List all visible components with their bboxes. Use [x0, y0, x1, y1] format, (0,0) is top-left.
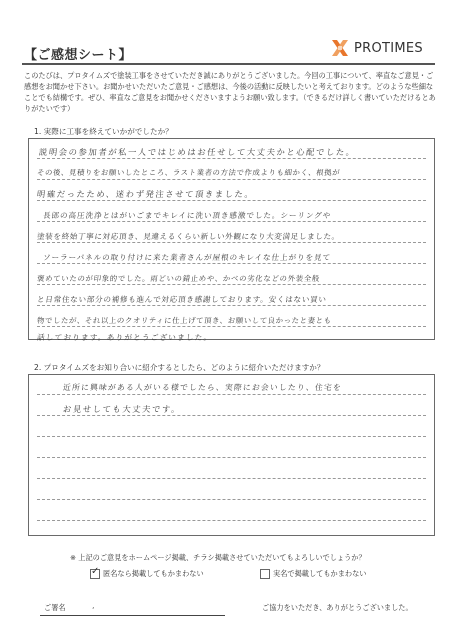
- handwritten-line: と日常住ない部分の補修も進んで対応頂き感謝しております。安くはない買い: [36, 295, 328, 304]
- intro-text: このたびは、プロタイムズで塗装工事をさせていただき誠にありがとうございました。今回の工事について、率直なご意見・ご感想をお聞かせ下さい。お聞かせいただいたご意見・ご感想は、今後の活動に反映したいと考えております。どのような些細なことでも結構です。ぜひ、率直なご意見をお聞かせくださいますようお願い致します。（できるだけ詳しく書いていただけるとありがたいです）: [24, 71, 436, 113]
- option-real-name[interactable]: [260, 569, 366, 579]
- ruled-line: [37, 499, 426, 500]
- ruled-line: [37, 415, 426, 416]
- handwritten-line: 話しております。ありがとうございました。: [36, 333, 213, 342]
- handwritten-line: 近所に興味がある人がいる様でしたら、実際にお会いしたり、住宅を: [62, 383, 343, 392]
- handwritten-line: 褒めていたのが印象的でした。雨どいの錆止めや、かべの劣化などの外装全般: [36, 274, 321, 283]
- brand-name: PROTIMES: [354, 40, 423, 56]
- handwritten-line: 明確だったため、迷わず発注させて頂きました。: [36, 189, 255, 199]
- ruled-line: [37, 305, 426, 306]
- ruled-line: [37, 520, 426, 521]
- handwritten-line: 説明会の参加者が私一人ではじめはお任せして大丈夫かと心配でした。: [38, 147, 357, 157]
- option-anonymous[interactable]: [90, 566, 204, 579]
- brand-logo: [330, 38, 423, 58]
- question-2-label: 2. プロタイムズをお知り合いに紹介するとしたら、どのように紹介いただけますか？: [34, 363, 325, 372]
- header-rule: [22, 63, 435, 65]
- signature-label: ご署名: [44, 603, 66, 612]
- ruled-line: [37, 478, 426, 479]
- handwritten-line: その後、見積りをお願いしたところ、ラスト業者の方法で作成よりも細かく、根拠が: [36, 168, 341, 177]
- question-2-answer-box[interactable]: [28, 374, 435, 536]
- ruled-line: [37, 221, 426, 222]
- real-name-checkbox[interactable]: [260, 569, 270, 579]
- protimes-mark-icon: [330, 38, 350, 58]
- consent-question: ※ 上記のご意見をホームページ掲載、チラシ掲載させていただいてもよろしいでしょうか？: [70, 553, 366, 562]
- thanks-text: ご協力をいただき、ありがとうございました。: [262, 603, 413, 612]
- option-anonymous-label: 匿名なら掲載してもかまわない: [103, 569, 204, 578]
- handwritten-line: お見せしても大丈夫です。: [62, 404, 182, 414]
- handwritten-line: 塗装を終始丁寧に対応頂き、見違えるくらい新しい外観になり大変満足しました。: [36, 232, 341, 241]
- ruled-line: [37, 158, 426, 159]
- ruled-line: [37, 457, 426, 458]
- question-1-label: 1. 実際に工事を終えていかがでしたか？: [34, 127, 173, 136]
- ruled-line: [37, 200, 426, 201]
- ruled-line: [37, 179, 426, 180]
- handwritten-line: 物でしたが、それ以上のクオリティに仕上げて頂き、お願いして良かったと妻とも: [36, 316, 333, 325]
- ruled-line: [37, 284, 426, 285]
- sheet-title: 【ご感想シート】: [24, 48, 133, 63]
- handwritten-line: ソーラーパネルの取り付けに来た業者さんが屋根のキレイな仕上がりを見て: [42, 253, 332, 262]
- ruled-line: [37, 263, 426, 264]
- question-1-answer-box[interactable]: [28, 138, 435, 340]
- handwritten-line: 長郎の高圧洗浄とはがいごまでキレイに洗い頂き感激でした。シーリングや: [42, 211, 332, 220]
- ruled-line: [37, 394, 426, 395]
- ruled-line: [37, 326, 426, 327]
- signature-mark: ,: [92, 601, 95, 610]
- option-real-name-label: 実名で掲載してもかまわない: [273, 569, 367, 578]
- anonymous-checkbox[interactable]: [90, 566, 100, 579]
- checkmark-icon: ✓: [91, 566, 100, 577]
- ruled-line: [37, 436, 426, 437]
- signature-line[interactable]: [40, 615, 225, 616]
- ruled-line: [37, 242, 426, 243]
